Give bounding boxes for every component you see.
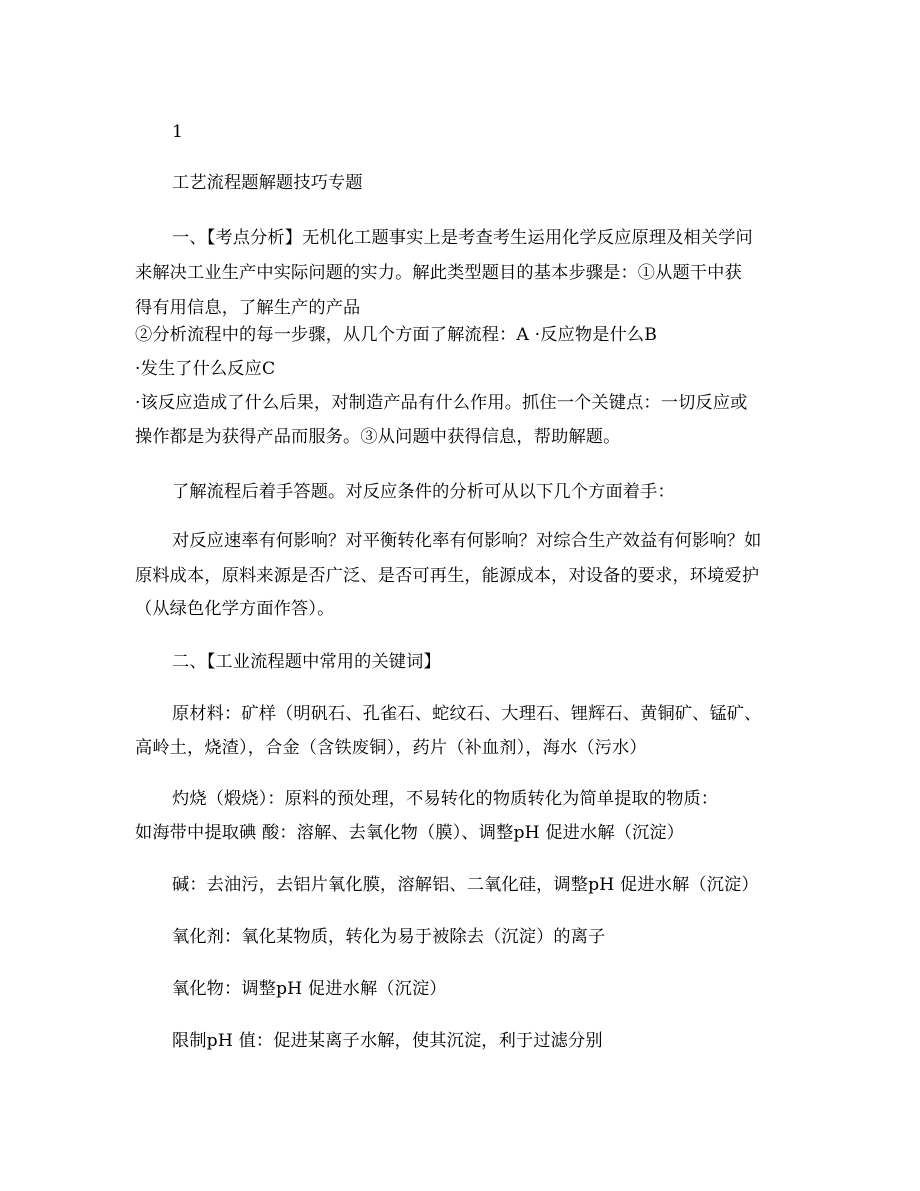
page-number: 1: [172, 122, 184, 142]
ph-limit-paragraph: 限制pH 值：促进某离子水解，使其沉淀，利于过滤分别: [172, 1031, 603, 1051]
section-1-line: 得有用信息，了解生产的产品: [135, 298, 361, 318]
base-paragraph: 碱：去油污，去铝片氧化膜，溶解铝、二氧化硅，调整pH 促进水解（沉淀）: [172, 875, 759, 895]
document-title: 工艺流程题解题技巧专题: [172, 173, 363, 193]
conditions-line: 对反应速率有何影响？对平衡转化率有何影响？对综合生产效益有何影响？如: [172, 531, 762, 551]
roasting-line: 灼烧（煅烧）：原料的预处理，不易转化的物质转化为简单提取的物质：: [172, 789, 719, 809]
section-2-heading: 二、【工业流程题中常用的关键词】: [172, 652, 441, 672]
conditions-line: （从绿色化学方面作答）。: [135, 599, 335, 619]
section-1-line: ·该反应造成了什么后果，对制造产品有什么作用。抓住一个关键点：一切反应或: [135, 393, 748, 413]
section-1-line: ·发生了什么反应C: [135, 359, 276, 379]
oxidant-paragraph: 氧化剂：氧化某物质，转化为易于被除去（沉淀）的离子: [172, 927, 606, 947]
section-1-line: ②分析流程中的每一步骤，从几个方面了解流程：A ·反应物是什么B: [135, 325, 658, 345]
section-1-line: 来解决工业生产中实际问题的实力。解此类型题目的基本步骤是：①从题干中获: [135, 263, 742, 283]
raw-materials-line: 原材料：矿样（明矾石、孔雀石、蛇纹石、大理石、锂辉石、黄铜矿、锰矿、: [172, 704, 762, 724]
section-1-line: 一、【考点分析】无机化工题事实上是考查考生运用化学反应原理及相关学问: [172, 228, 753, 248]
raw-materials-line: 高岭土，烧渣），合金（含铁废铜），药片（补血剂），海水（污水）: [135, 738, 647, 758]
roasting-line: 如海带中提取碘 酸：溶解、去氧化物（膜）、调整pH 促进水解（沉淀）: [135, 823, 685, 843]
flow-answer-paragraph: 了解流程后着手答题。对反应条件的分析可从以下几个方面着手：: [172, 482, 675, 502]
oxide-paragraph: 氧化物：调整pH 促进水解（沉淀）: [172, 979, 447, 999]
conditions-line: 原料成本，原料来源是否广泛、是否可再生，能源成本，对设备的要求，环境爱护: [135, 566, 760, 586]
section-1-line: 操作都是为获得产品而服务。③从问题中获得信息，帮助解题。: [135, 427, 621, 447]
